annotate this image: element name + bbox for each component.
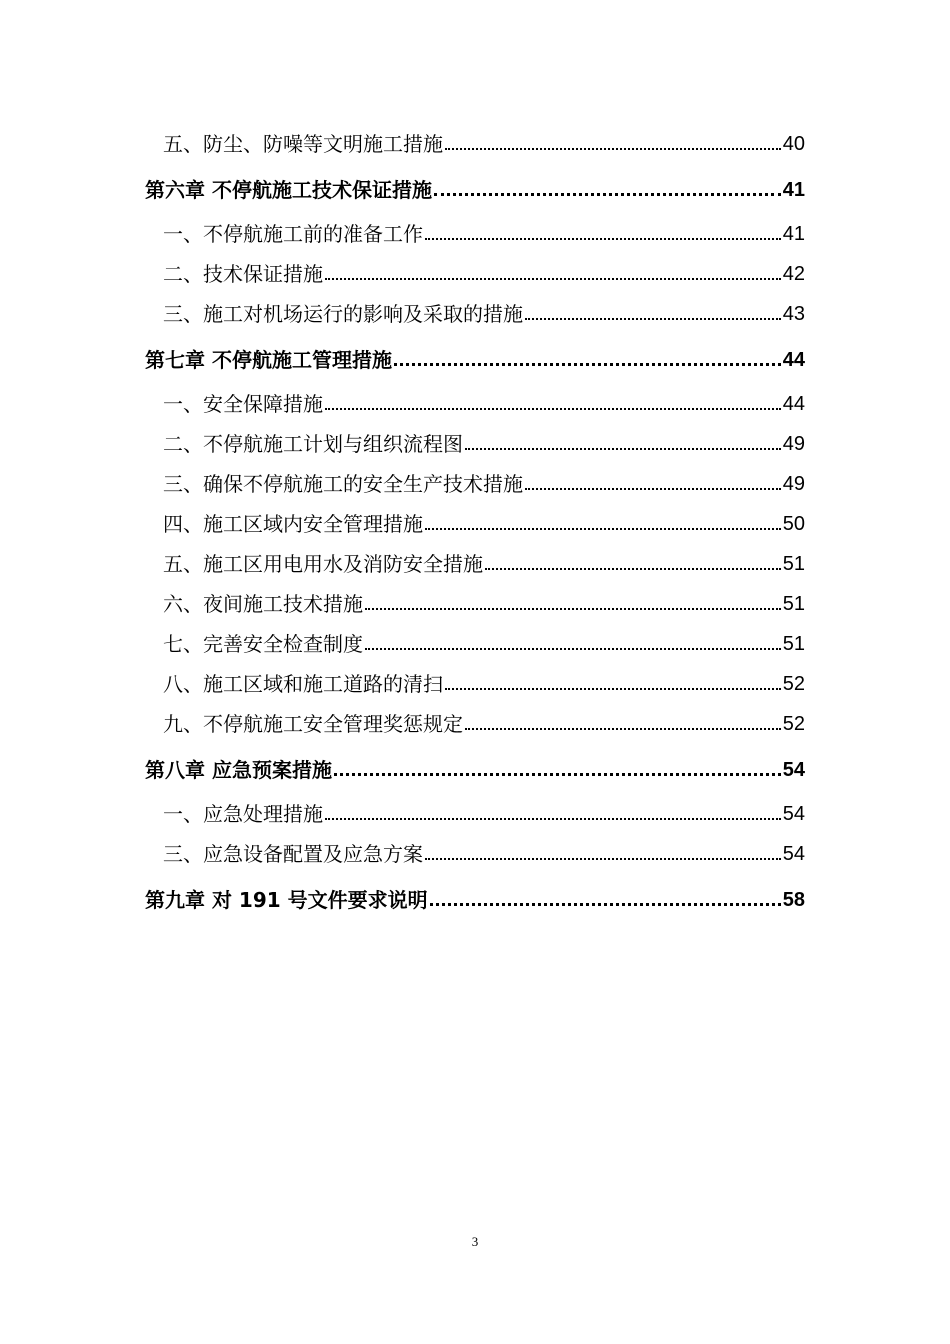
toc-entry[interactable]: [145, 788, 805, 828]
toc-entry-page: 43: [782, 303, 805, 325]
toc-entry-page: 51: [782, 553, 805, 575]
dot-leader: [325, 278, 781, 280]
dot-leader: [430, 903, 781, 906]
toc-entry-title: 第八章 应急预案措施: [145, 758, 332, 782]
toc-entry-title: 三、确保不停航施工的安全生产技术措施: [163, 472, 523, 496]
toc-entry-page: 41: [782, 223, 805, 245]
toc-entry[interactable]: [145, 248, 805, 288]
toc-entry-page: 40: [782, 133, 805, 155]
toc-entry[interactable]: [145, 288, 805, 328]
toc-entry-page: 51: [782, 633, 805, 655]
page-number: 3: [471, 1234, 479, 1249]
toc-entry-title: 第九章 对 191 号文件要求说明: [145, 888, 428, 912]
dot-leader: [434, 193, 781, 196]
toc-chapter-entry[interactable]: [145, 742, 805, 784]
toc-entry[interactable]: [145, 208, 805, 248]
dot-leader: [425, 238, 781, 240]
dot-leader: [425, 528, 781, 530]
toc-entry-title: 第七章 不停航施工管理措施: [145, 348, 392, 372]
toc-entry-title: 五、防尘、防噪等文明施工措施: [163, 132, 443, 156]
dot-leader: [445, 688, 781, 690]
toc-entry[interactable]: [145, 578, 805, 618]
dot-leader: [445, 148, 781, 150]
toc-entry-title: 六、夜间施工技术措施: [163, 592, 363, 616]
toc-entry-title: 二、技术保证措施: [163, 262, 323, 286]
toc-entry-title: 七、完善安全检查制度: [163, 632, 363, 656]
toc-entry[interactable]: [145, 698, 805, 738]
toc-entry-title: 三、施工对机场运行的影响及采取的措施: [163, 302, 523, 326]
toc-entry-page: 58: [782, 889, 805, 911]
dot-leader: [334, 773, 781, 776]
toc-entry-page: 49: [782, 473, 805, 495]
toc-entry-page: 44: [782, 393, 805, 415]
dot-leader: [425, 858, 781, 860]
toc-entry[interactable]: [145, 118, 805, 158]
toc-entry-page: 51: [782, 593, 805, 615]
dot-leader: [365, 648, 781, 650]
toc-entry[interactable]: [145, 458, 805, 498]
dot-leader: [525, 488, 781, 490]
dot-leader: [325, 818, 781, 820]
toc-entry-title: 二、不停航施工计划与组织流程图: [163, 432, 463, 456]
toc-entry-title: 三、应急设备配置及应急方案: [163, 842, 423, 866]
toc-entry-page: 41: [782, 179, 805, 201]
dot-leader: [325, 408, 781, 410]
dot-leader: [465, 448, 781, 450]
toc-chapter-entry[interactable]: [145, 332, 805, 374]
toc-entry-page: 44: [782, 349, 805, 371]
toc-entry[interactable]: [145, 658, 805, 698]
toc-entry-title: 八、施工区域和施工道路的清扫: [163, 672, 443, 696]
toc-entry[interactable]: [145, 618, 805, 658]
dot-leader: [394, 363, 781, 366]
toc-chapter-entry[interactable]: [145, 872, 805, 914]
toc-entry-page: 42: [782, 263, 805, 285]
toc-entry-title: 一、不停航施工前的准备工作: [163, 222, 423, 246]
toc-entry[interactable]: [145, 498, 805, 538]
toc-entry[interactable]: [145, 418, 805, 458]
toc-entry[interactable]: [145, 538, 805, 578]
toc-entry-title: 九、不停航施工安全管理奖惩规定: [163, 712, 463, 736]
toc-entry-title: 一、安全保障措施: [163, 392, 323, 416]
dot-leader: [465, 728, 781, 730]
toc-entry[interactable]: [145, 378, 805, 418]
toc-entry-page: 50: [782, 513, 805, 535]
toc-entry-title: 第六章 不停航施工技术保证措施: [145, 178, 432, 202]
toc-entry-page: 54: [782, 759, 805, 781]
dot-leader: [525, 318, 781, 320]
toc-entry-title: 一、应急处理措施: [163, 802, 323, 826]
toc-entry-page: 49: [782, 433, 805, 455]
toc-chapter-entry[interactable]: [145, 162, 805, 204]
toc-entry-title: 四、施工区域内安全管理措施: [163, 512, 423, 536]
dot-leader: [365, 608, 781, 610]
toc-entry-page: 52: [782, 713, 805, 735]
toc-entry-page: 54: [782, 843, 805, 865]
toc-entry-title: 五、施工区用电用水及消防安全措施: [163, 552, 483, 576]
toc-entry-page: 52: [782, 673, 805, 695]
table-of-contents: [145, 118, 805, 918]
toc-entry[interactable]: [145, 828, 805, 868]
toc-entry-page: 54: [782, 803, 805, 825]
dot-leader: [485, 568, 781, 570]
